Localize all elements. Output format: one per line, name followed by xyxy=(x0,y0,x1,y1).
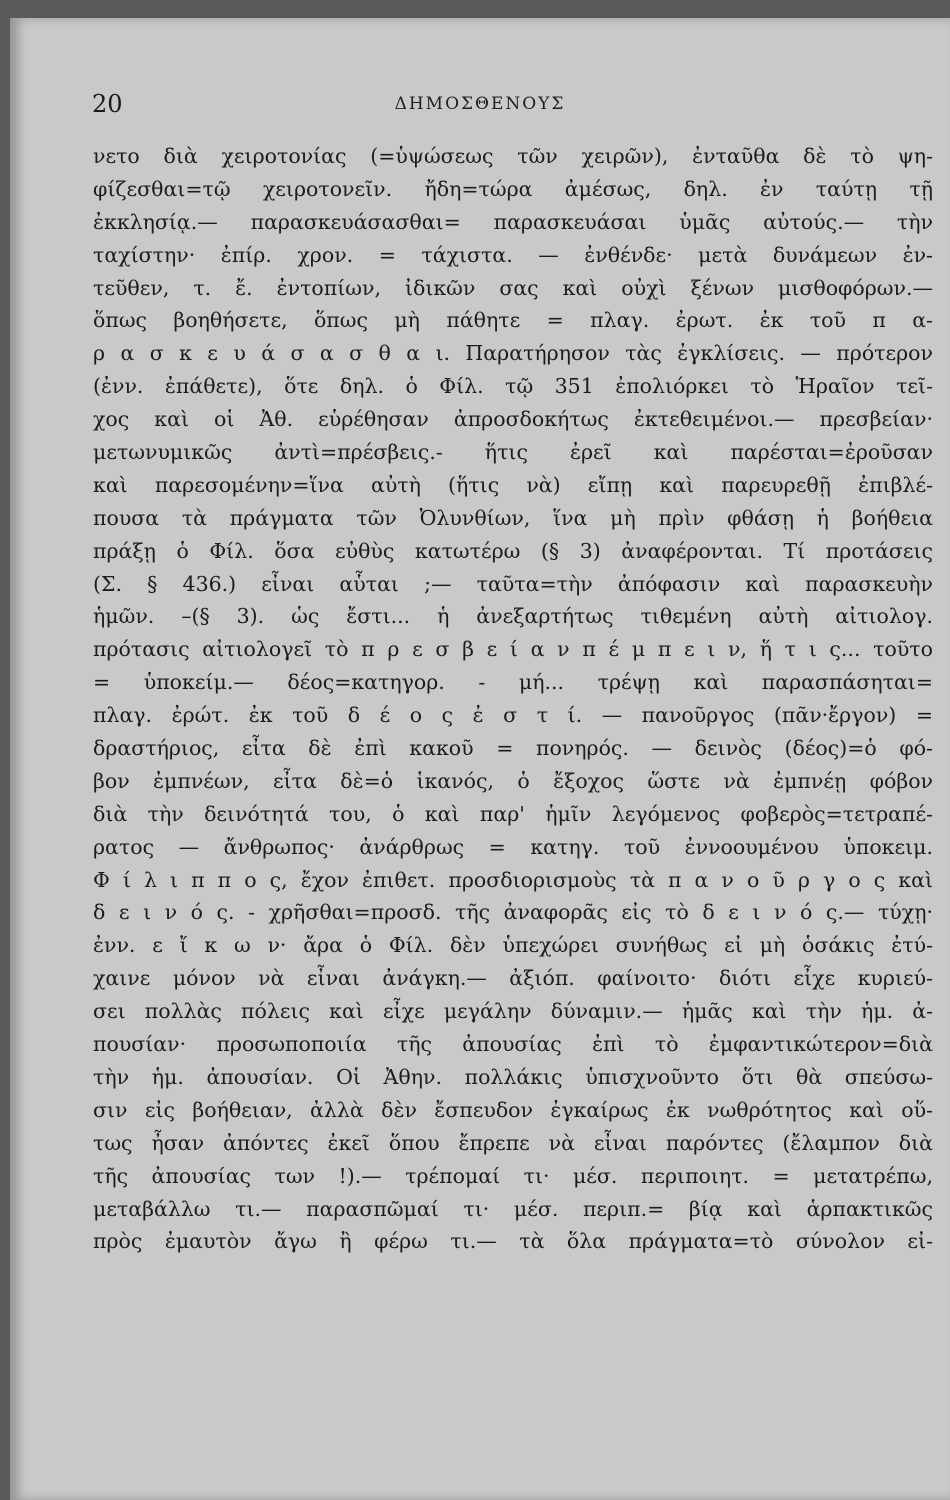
running-title: ΔΗΜΟΣΘΕΝΟΥΣ xyxy=(394,94,566,114)
page-header xyxy=(10,90,950,120)
text-line: τως ἦσαν ἀπόντες ἐκεῖ ὅπου ἔπρεπε νὰ εἶναι παρόντες (ἔλαμπον διὰ xyxy=(93,1130,933,1155)
text-line: ἐνν. ε ἴ κ ω ν· ἄρα ὁ Φίλ. δὲν ὑπεχώρει συνήθως εἰ μὴ ὁσάκις ἐτύ- xyxy=(93,933,933,958)
text-line: πλαγ. ἐρώτ. ἐκ τοῦ δ έ ο ς ἐ σ τ ί. — πανοῦργος (πᾶν·ἔργον) = xyxy=(93,703,933,728)
text-line: πρότασις αἰτιολογεῖ τὸ π ρ ε σ β ε ί α ν π έ μ π ε ι ν, ἥ τ ι ς... τοῦτο xyxy=(93,637,933,662)
text-line: δραστήριος, εἶτα δὲ ἐπὶ κακοῦ = πονηρός. — δεινὸς (δέος)=ὁ φό- xyxy=(93,736,933,761)
page-number: 20 xyxy=(92,90,123,118)
text-line: χος καὶ οἱ Ἀθ. εὑρέθησαν ἀπροσδοκήτως ἐκτεθειμένοι.— πρεσβείαν· xyxy=(93,407,933,432)
text-line: ὅπως βοηθήσετε, ὅπως μὴ πάθητε = πλαγ. ἐρωτ. ἐκ τοῦ π α- xyxy=(93,308,933,333)
text-line: ἐκκλησίᾳ.— παρασκευάσασθαι= παρασκευάσαι ὑμᾶς αὐτούς.— τὴν xyxy=(93,209,933,234)
text-line: ρατος — ἄνθρωπος· ἀνάρθρως = κατηγ. τοῦ ἐννοουμένου ὑποκειμ. xyxy=(93,834,933,859)
text-line: σιν εἰς βοήθειαν, ἀλλὰ δὲν ἔσπευδον ἐγκαίρως ἐκ νωθρότητος καὶ οὕ- xyxy=(93,1097,933,1122)
text-line: ἡμῶν. –(§ 3). ὡς ἔστι... ἡ ἀνεξαρτήτως τιθεμένη αὐτὴ αἰτιολογ. xyxy=(93,604,933,629)
text-line: Φ ί λ ι π π ο ς, ἔχον ἐπιθετ. προσδιορισμοὺς τὰ π α ν ο ῦ ρ γ ο ς καὶ xyxy=(93,867,933,892)
text-line: χαινε μόνον νὰ εἶναι ἀνάγκη.— ἀξιόπ. φαίνοιτο· διότι εἶχε κυριεύ- xyxy=(93,966,933,991)
text-line: μετωνυμικῶς ἀντὶ=πρέσβεις.- ἥτις ἐρεῖ καὶ παρέσται=ἐροῦσαν xyxy=(93,440,933,465)
commentary-text xyxy=(93,140,933,1258)
text-line: τεῦθεν, τ. ἔ. ἐντοπίων, ἰδικῶν σας καὶ οὐχὶ ξένων μισθοφόρων.— xyxy=(93,275,933,300)
text-line: βον ἐμπνέων, εἶτα δὲ=ὁ ἱκανός, ὁ ἔξοχος ὥστε νὰ ἐμπνέῃ φόβον xyxy=(93,768,933,793)
text-line: διὰ τὴν δεινότητά του, ὁ καὶ παρ' ἡμῖν λεγόμενος φοβερὸς=τετραπέ- xyxy=(93,801,933,826)
text-line: ταχίστην· ἐπίρ. χρον. = τάχιστα. — ἐνθένδε· μετὰ δυνάμεων ἐν- xyxy=(93,242,933,267)
text-line: πουσα τὰ πράγματα τῶν Ὀλυνθίων, ἵνα μὴ πρὶν φθάσῃ ἡ βοήθεια xyxy=(93,505,933,530)
text-line: τῆς ἀπουσίας των !).— τρέπομαί τι· μέσ. περιποιητ. = μετατρέπω, xyxy=(93,1163,933,1188)
text-line: πράξῃ ὁ Φίλ. ὅσα εὐθὺς κατωτέρω (§ 3) ἀναφέρονται. Τί προτάσεις xyxy=(93,538,933,563)
text-line: (Σ. § 436.) εἶναι αὗται ;— ταῦτα=τὴν ἀπόφασιν καὶ παρασκευὴν xyxy=(93,571,933,596)
text-line: νετο διὰ χειροτονίας (=ὑψώσεως τῶν χειρῶν), ἐνταῦθα δὲ τὸ ψη- xyxy=(93,144,933,168)
text-line: ρ α σ κ ε υ ά σ α σ θ α ι. Παρατήρησον τὰς ἐγκλίσεις. — πρότερον xyxy=(93,341,933,366)
text-line: μεταβάλλω τι.— παρασπῶμαί τι· μέσ. περιπ.= βίᾳ καὶ ἁρπακτικῶς xyxy=(93,1196,933,1221)
text-line: πουσίαν· προσωποποιία τῆς ἀπουσίας ἐπὶ τὸ ἐμφαντικώτερον=διὰ xyxy=(93,1032,933,1057)
text-line: πρὸς ἐμαυτὸν ἄγω ἢ φέρω τι.— τὰ ὅλα πράγματα=τὸ σύνολον εἰ- xyxy=(93,1229,933,1254)
text-line: δ ε ι ν ό ς. - χρῆσθαι=προσδ. τῆς ἀναφορᾶς εἰς τὸ δ ε ι ν ό ς.— τύχῃ· xyxy=(93,900,933,925)
text-line: τὴν ἡμ. ἀπουσίαν. Οἱ Ἀθην. πολλάκις ὑπισχνοῦντο ὅτι θὰ σπεύσω- xyxy=(93,1064,933,1089)
book-page xyxy=(10,18,950,1500)
text-line: φίζεσθαι=τῷ χειροτονεῖν. ἤδη=τώρα ἀμέσως, δηλ. ἐν ταύτῃ τῇ xyxy=(93,176,933,201)
text-line: σει πολλὰς πόλεις καὶ εἶχε μεγάλην δύναμιν.— ἡμᾶς καὶ τὴν ἡμ. ἀ- xyxy=(93,999,933,1024)
text-line: καὶ παρεσομένην=ἵνα αὐτὴ (ἥτις νὰ) εἴπῃ καὶ παρευρεθῇ ἐπιβλέ- xyxy=(93,472,933,497)
text-line: = ὑποκείμ.— δέος=κατηγορ. - μή... τρέψῃ καὶ παρασπάσηται= xyxy=(93,670,933,695)
text-line: (ἐνν. ἐπάθετε), ὅτε δηλ. ὁ Φίλ. τῷ 351 ἐπολιόρκει τὸ Ἡραῖον τεῖ- xyxy=(93,374,933,399)
